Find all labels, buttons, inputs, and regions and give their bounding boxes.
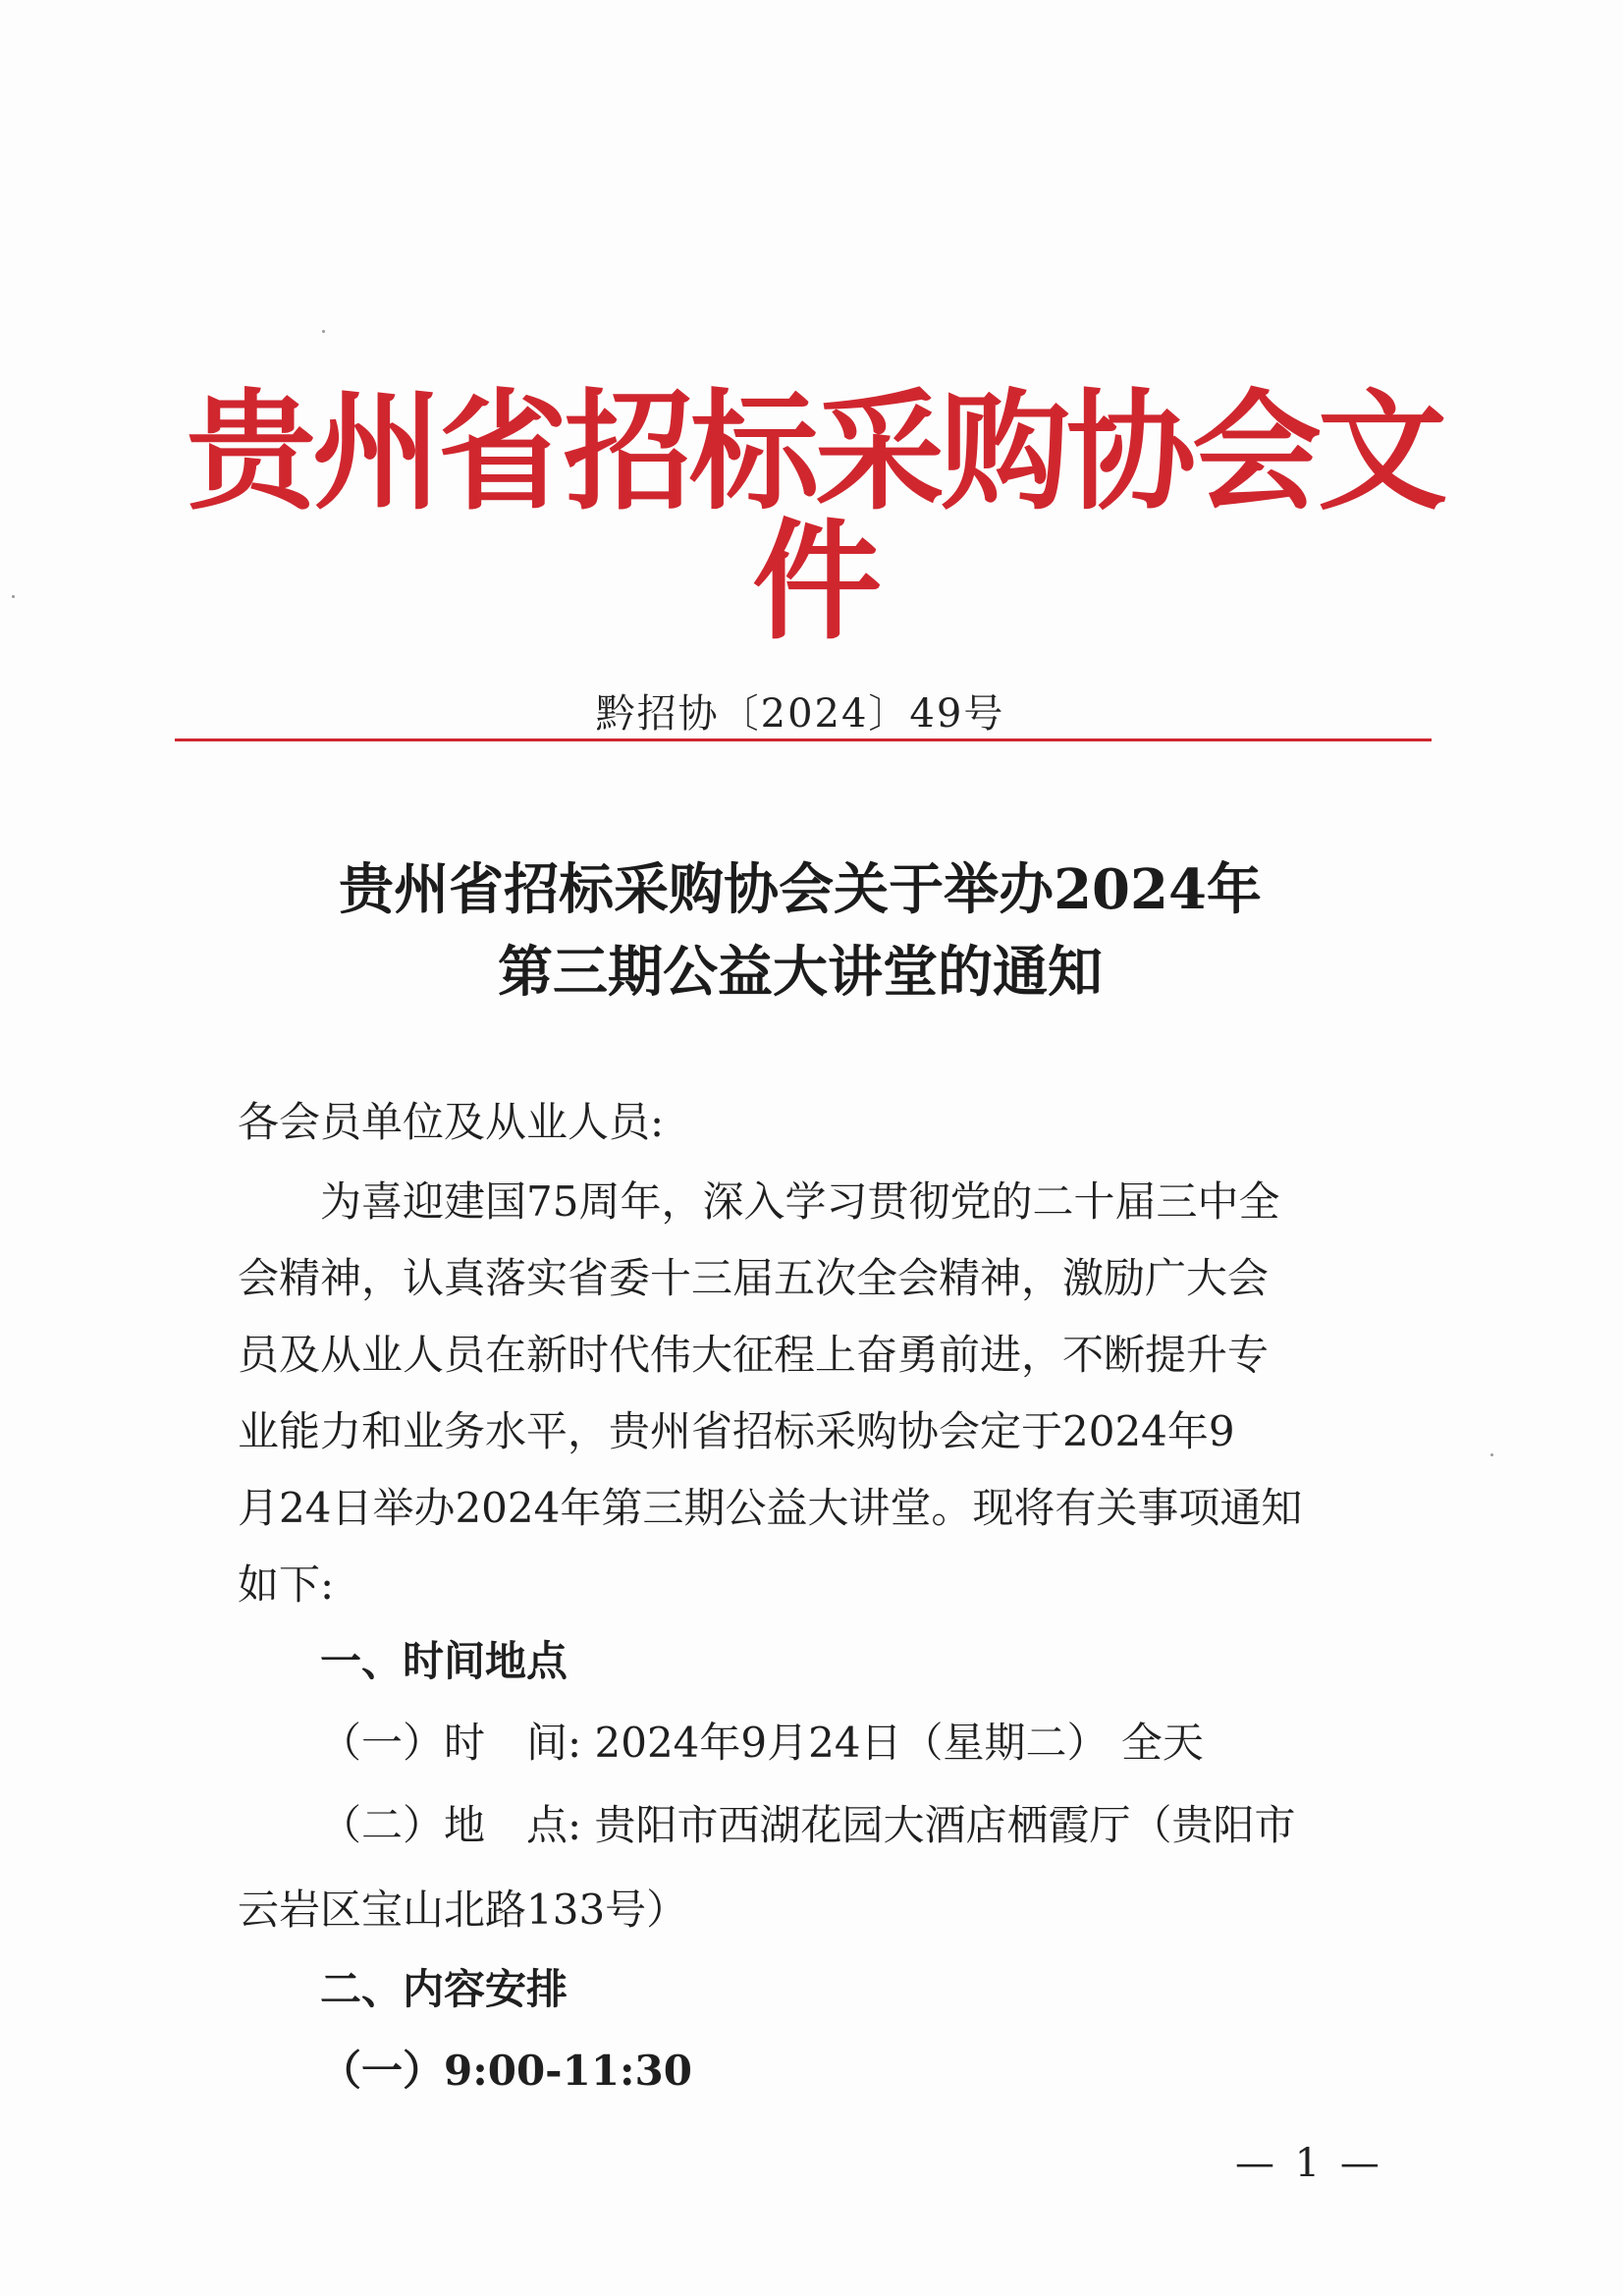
scan-speck (1490, 1453, 1493, 1456)
salutation: 各会员单位及从业人员: (238, 1098, 665, 1146)
scan-speck (322, 330, 325, 333)
document-number: 黔招协〔2024〕49号 (595, 691, 1005, 737)
notice-title-line-1: 贵州省招标采购协会关于举办2024年 (339, 857, 1262, 922)
masthead-title: 贵州省招标采购协会文件 (187, 376, 1443, 658)
paragraph-line-4: 业能力和业务水平，贵州省招标采购协会定于2024年9 (238, 1407, 1235, 1455)
section-2-subsection-1: （一）9:00-11:30 (320, 2047, 693, 2095)
paragraph-line-3: 员及从业人员在新时代伟大征程上奋勇前进，不断提升专 (238, 1331, 1270, 1379)
scan-speck (12, 595, 15, 598)
section-1-place-line-2: 云岩区宝山北路133号） (238, 1886, 688, 1934)
section-1-heading: 一、时间地点 (320, 1637, 568, 1685)
paragraph-line-6: 如下: (238, 1560, 335, 1609)
section-1-time: （一）时 间: 2024年9月24日（星期二） 全天 (320, 1719, 1204, 1767)
paragraph-line-5: 月24日举办2024年第三期公益大讲堂。现将有关事项通知 (238, 1484, 1303, 1532)
paragraph-line-2: 会精神，认真落实省委十三届五次全会精神，激励广大会 (238, 1254, 1270, 1302)
paragraph-line-1: 为喜迎建国75周年，深入学习贯彻党的二十届三中全 (320, 1177, 1280, 1226)
red-divider-line (175, 738, 1432, 741)
page-number: — 1 — (1235, 2141, 1383, 2186)
section-2-heading: 二、内容安排 (320, 1965, 568, 2013)
notice-title-line-2: 第三期公益大讲堂的通知 (498, 940, 1103, 1005)
section-1-place-line-1: （二）地 点: 贵阳市西湖花园大酒店栖霞厅（贵阳市 (320, 1801, 1296, 1849)
